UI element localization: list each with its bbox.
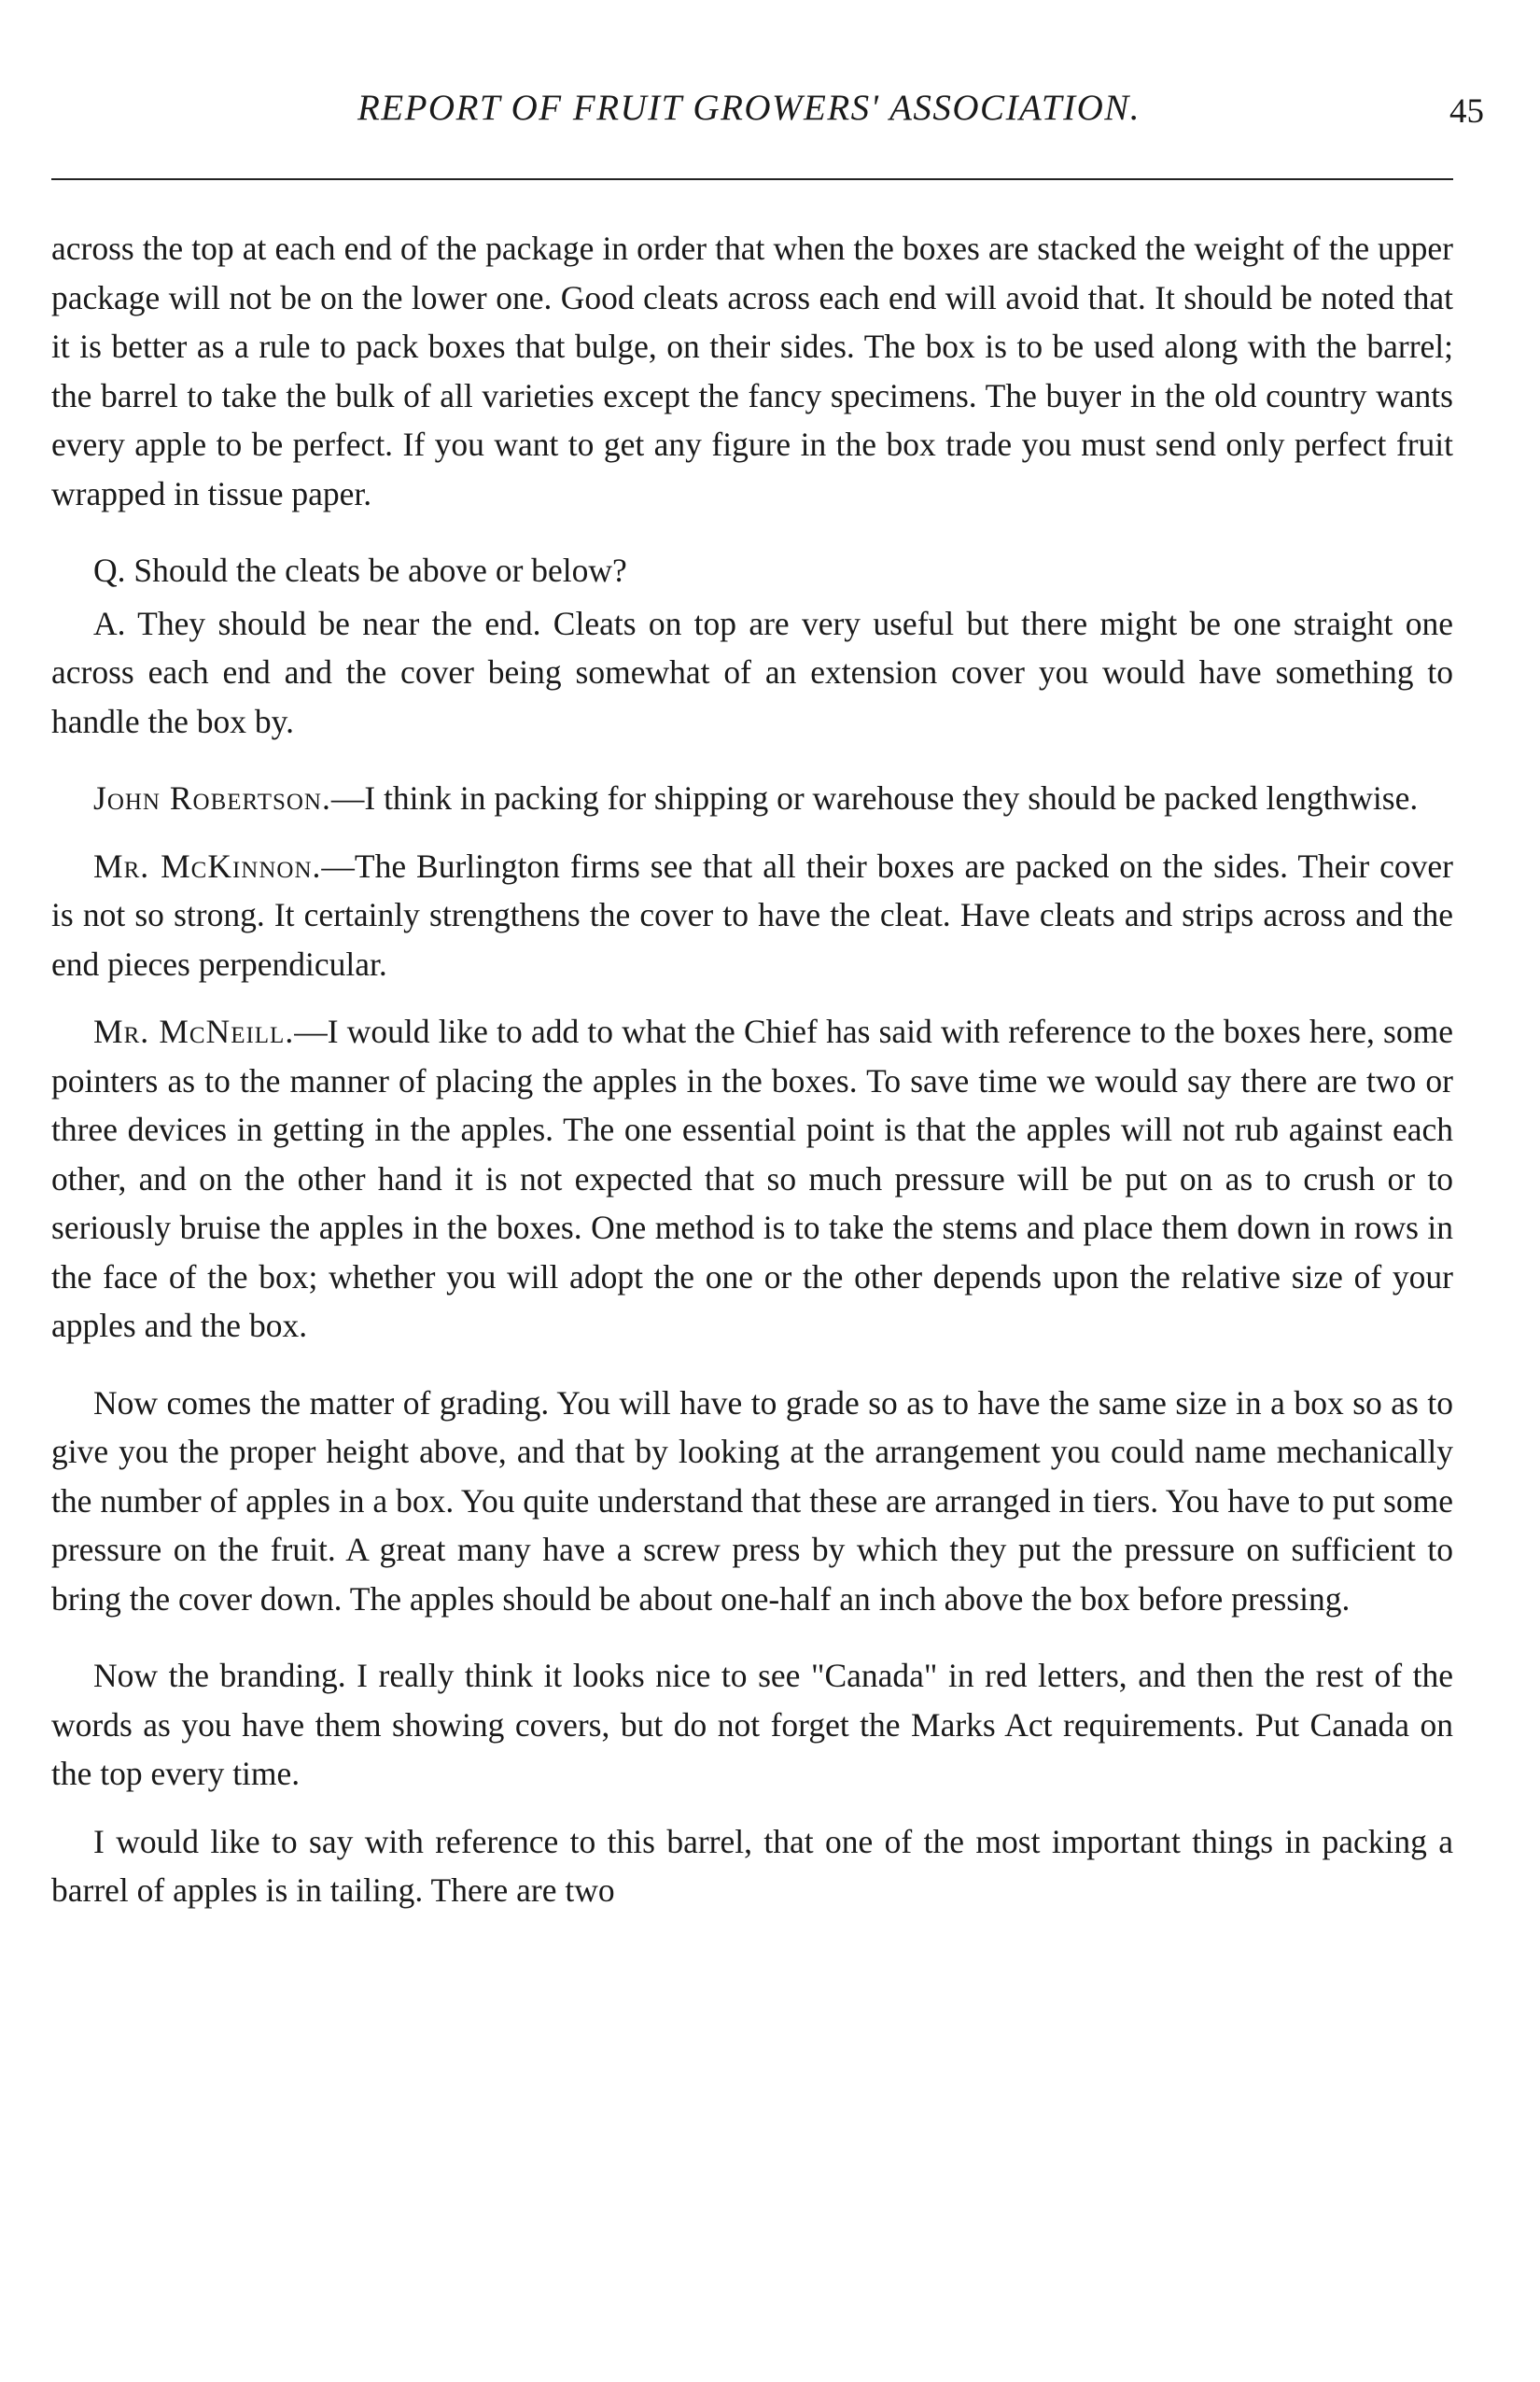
- paragraph-speaker-mcneill: [51, 1007, 1453, 1351]
- paragraph-text: —I think in packing for shipping or warehouse they should be packed lengthwise.: [330, 779, 1419, 817]
- speaker-name: John Robertson.: [93, 779, 331, 817]
- speaker-name: Mr. McKinnon.: [93, 847, 322, 885]
- paragraph-text: —I would like to add to what the Chief has said with reference to the boxes here, some pointers as to the manner of placing the apples in the boxes. To save time we would say there are two or three devices in getting in the apples. The one essential point is that the apples will not rub against each other, and on the other hand it is not expected that so much pressure will be put on as to crush or to seriously bruise the apples in the boxes. One method is to take the stems and place them down in rows in the face of the box; whether you will adopt the one or the other depends upon the relative size of your apples and the box.: [51, 1013, 1453, 1344]
- paragraph-barrel: [51, 1817, 1453, 1915]
- paragraph-text: across the top at each end of the package in order that when the boxes are stacked the weight of the upper package will not be on the lower one. Good cleats across each end will avoid that. It should be noted that it is better as a rule to pack boxes that bulge, on their sides. The box is to be used along with the barrel; the barrel to take the bulk of all varieties except the fancy specimens. The buyer in the old country wants every apple to be perfect. If you want to get any figure in the box trade you must send only perfect fruit wrapped in tissue paper.: [51, 230, 1453, 512]
- paragraph-branding: [51, 1651, 1453, 1799]
- speaker-name: Mr. McNeill.: [93, 1013, 295, 1050]
- paragraph-text: I would like to say with reference to this barrel, that one of the most important things in packing a barrel of apples is in tailing. There are two: [51, 1822, 1453, 1909]
- paragraph-text: —The Burlington firms see that all their boxes are packed on the sides. Their cover is not so strong. It certainly strengthens the cover to have the cleat. Have cleats and strips across and the end pieces perpendicular.: [51, 847, 1453, 983]
- paragraph-text: Q. Should the cleats be above or below?: [93, 552, 627, 589]
- page-number: 45: [1449, 92, 1484, 131]
- header-rule: [51, 178, 1453, 180]
- paragraph-text: Now the branding. I really think it looks nice to see "Canada" in red letters, and then the rest of the words as you have them showing covers, but do not forget the Marks Act requirements. Put Canada on the top every time.: [51, 1657, 1453, 1792]
- running-title: REPORT OF FRUIT GROWERS' ASSOCIATION.: [357, 88, 1141, 128]
- paragraph-text: Now comes the matter of grading. You will have to grade so as to have the same size in a box so as to give you the proper height above, and that by looking at the arrangement you could name mechanically the number of apples in a box. You quite understand that these are arranged in tiers. You have to put some pressure on the fruit. A great many have a screw press by which they put the pressure on sufficient to bring the cover down. The apples should be about one-half an inch above the box before pressing.: [51, 1383, 1453, 1618]
- paragraph-text: A. They should be near the end. Cleats on top are very useful but there might be one straight one across each end and the cover being somewhat of an extension cover you would have something to handle the box by.: [51, 604, 1453, 740]
- paragraph-answer: [51, 599, 1453, 747]
- paragraph-grading: [51, 1379, 1453, 1624]
- paragraph-speaker-mckinnon: [51, 842, 1453, 989]
- running-header: [51, 88, 1484, 146]
- paragraph-question: [51, 546, 1453, 596]
- body-text: [51, 224, 1453, 1915]
- paragraph-speaker-robertson: [51, 774, 1453, 823]
- paragraph-continuation: [51, 224, 1453, 518]
